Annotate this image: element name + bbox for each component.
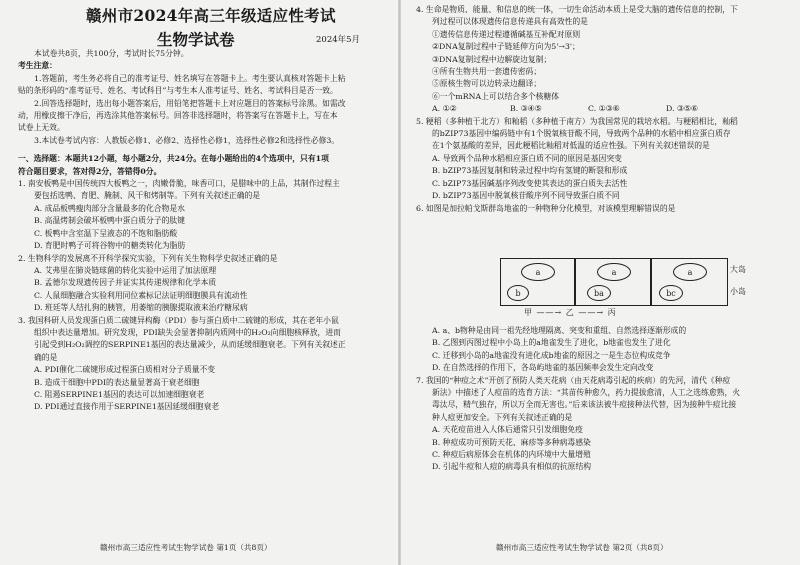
option-c[interactable]: C. bZIP73基因碱基序列改变使其表达的蛋白质失去活性 <box>432 178 628 188</box>
statement-item: ④所有生物共用一套遗传密码； <box>432 67 542 77</box>
small-island-label: 小岛 <box>730 287 746 296</box>
question-5-stem: 的bZIP73基因中编码链中有1个脱氧核苷酸不同，导致两个品种的水稻中相应蛋白质存 <box>432 129 731 139</box>
statement-item: ⑥一个mRNA上可以结合多个核糖体 <box>432 91 560 101</box>
option-b[interactable]: B. 造成干细胞中PDI的表达量显著高于衰老细胞 <box>34 377 200 387</box>
option-b[interactable]: B. 种痘成功可预防天花、麻疹等多种病毒感染 <box>432 437 591 447</box>
option-d[interactable]: D. 育肥时鸭子可将谷物中的糖类转化为脂肪 <box>34 241 186 251</box>
option-d[interactable]: D. 班廷等人结扎狗的胰管，用萎缩的胰腺提取液来治疗糖尿病 <box>34 303 248 313</box>
question-7-stem: 7. 我国的“种痘之术”开创了预防人类天花病（由天花病毒引起的疾病）的先河，清代《种痘 <box>416 375 731 385</box>
option-d[interactable]: D. bZIP73基因中脱氧核苷酸序列不同导致蛋白质不同 <box>432 191 620 201</box>
intro-line: 2.回答选择题时，选出每小题答案后，用铅笔把答题卡上对应题目的答案标号涂黑。如需改 <box>34 98 346 108</box>
option-a[interactable]: A. ①② <box>432 104 457 114</box>
option-c[interactable]: C. 迁移到小岛的a地雀没有进化成b地雀的原因之一是生态位构成竞争 <box>432 350 671 360</box>
statement-item: ②DNA复制过程中子链延伸方向为5'→3'； <box>432 42 580 52</box>
species-oval <box>673 263 707 281</box>
option-d[interactable]: D. 在自然选择的作用下，各岛屿地雀的基因频率会发生定向改变 <box>432 363 654 373</box>
statement-item: ③DNA复制过程中边解旋边复制； <box>432 54 552 64</box>
question-7-stem: 毒汰尽，精气独存，所以万全而无害也。”后来该法被牛痘接种法代替，因为接种牛痘比接 <box>432 400 737 410</box>
question-5-stem: 5. 粳稻（多种植于北方）和籼稻（多种植于南方）为我国常见的栽培水稻。与粳稻相比，籼稻 <box>416 116 738 126</box>
choice-row <box>416 103 796 115</box>
option-b[interactable]: B. 高温烤制会破坏板鸭中蛋白质分子的肽键 <box>34 216 186 226</box>
species-oval <box>659 285 683 301</box>
option-a[interactable]: A. 导致两个品种水稻相应蛋白质不同的原因是基因突变 <box>432 153 622 163</box>
question-3-stem: 组织中表达量增加。研究发现，PDI缺失会显著抑制内质网中的H₂O₂向细胞核释放，进而 <box>34 327 341 337</box>
intro-line: 考生注意： <box>18 61 57 71</box>
species-oval <box>587 285 611 301</box>
stage-axis: 甲 ——→ 乙 ——→ 丙 <box>524 308 617 317</box>
option-c[interactable]: C. 种痘后病原体会在机体的内环境中大量增殖 <box>432 450 591 460</box>
instructions <box>18 48 396 414</box>
option-c[interactable]: C. 人鼠细胞融合实验利用同位素标记法证明细胞膜具有流动性 <box>34 290 248 300</box>
species-label: bc <box>666 288 676 298</box>
option-b[interactable]: B. ③④⑤ <box>510 104 542 114</box>
species-label: a <box>535 267 541 277</box>
exam-date: 2024年5月 <box>316 35 361 45</box>
option-c[interactable]: C. 板鸭中含室温下呈液态的不饱和脂肪酸 <box>34 228 178 238</box>
section-header: 符合题目要求，答对得2分，答错得0分。 <box>18 166 162 176</box>
species-oval <box>507 285 529 301</box>
option-d[interactable]: D. 引起牛痘和人痘的病毒具有相似的抗原结构 <box>432 462 592 472</box>
option-a[interactable]: A. PDI催化二硫键形成过程蛋白质相对分子质量不变 <box>34 365 216 375</box>
question-3-stem: 确的是 <box>34 352 58 362</box>
statement-item: ⑤原核生物可以边转录边翻译； <box>432 79 542 89</box>
exam-subtitle: 生物学试卷 <box>157 30 235 49</box>
option-d[interactable]: D. ③⑤⑥ <box>666 104 698 114</box>
question-2-stem: 2. 生物科学的发展离不开科学探究实验，下列有关生物科学史叙述正确的是 <box>18 253 278 263</box>
species-oval <box>597 263 631 281</box>
page-footer: 赣州市高三适应性考试生物学试卷 第2页（共8页） <box>496 543 668 552</box>
option-b[interactable]: B. bZIP73基因复制和转录过程中均有氢键的断裂和形成 <box>432 166 628 176</box>
page-footer: 赣州市高三适应性考试生物学试卷 第1页（共8页） <box>100 543 272 552</box>
option-b[interactable]: B. 乙图到丙图过程中小岛上的a地雀发生了进化，b地雀也发生了进化 <box>432 338 671 348</box>
island-box-bing <box>650 258 728 306</box>
intro-line: 动，用橡皮擦干净后，再选涂其他答案标号。回答非选择题时，将答案写在答题卡上，写在本 <box>18 111 338 121</box>
question-4-stem: 列过程可以体现遗传信息传递具有高效性的是 <box>432 17 588 27</box>
big-island-label: 大岛 <box>730 265 746 274</box>
question-5-stem: 在1个氨基酸的差异，因此粳稻比籼稻对低温的适应性强。下列有关叙述错误的是 <box>432 141 710 151</box>
intro-line: 贴的条形码的“准考证号、姓名、考试科目”与考生本人准考证号、姓名、考试科目是否一致。 <box>18 86 338 96</box>
question-6-stem: 6. 如图是加拉帕戈斯群岛地雀的一种物种分化模型，对该模型理解错误的是 <box>416 203 676 213</box>
species-label: b <box>515 288 521 298</box>
statement-item: ①遗传信息传递过程遵循碱基互补配对原则 <box>432 29 581 39</box>
island-box-jia <box>500 258 576 306</box>
question-7-stem: 种人痘更加安全。下列有关叙述正确的是 <box>432 412 573 422</box>
option-a[interactable]: A. 艾弗里在肺炎链球菌的转化实验中运用了加法原理 <box>34 265 217 275</box>
intro-line: 试卷上无效。 <box>18 123 65 133</box>
option-b[interactable]: B. 孟德尔发现遗传因子并证实其传递规律和化学本质 <box>34 278 217 288</box>
speciation-figure <box>500 258 746 318</box>
intro-line: 3.本试卷考试内容：人教版必修1、必修2、选择性必修1，选择性必修2和选择性必修3。 <box>34 135 340 145</box>
right-column-top <box>416 4 796 215</box>
species-label: ba <box>594 288 604 298</box>
question-1-stem: 1. 南安板鸭是中国传统四大板鸭之一，肉嫩骨脆，味香可口，是腊味中的上品，其制作过程主 <box>18 179 340 189</box>
island-box-yi <box>574 258 652 306</box>
species-label: a <box>687 267 693 277</box>
option-c[interactable]: C. ①③⑥ <box>588 104 620 114</box>
intro-line: 1.答题前，考生务必将自己的准考证号、姓名填写在答题卡上。考生要认真核对答题卡上粘 <box>34 73 346 83</box>
option-a[interactable]: A. 天花痘苗进入人体后通常只引发细胞免疫 <box>432 425 583 435</box>
option-d[interactable]: D. PDI通过直接作用于SERPINE1基因延缓细胞衰老 <box>34 402 220 412</box>
right-column-bottom <box>416 325 796 474</box>
section-header: 一、选择题：本题共12小题，每小题2分，共24分。在每小题给出的4个选项中，只有1项 <box>18 154 329 164</box>
intro-line: 本试卷共8页，共100分，考试时长75分钟。 <box>34 49 189 58</box>
question-3-stem: 引起受到H₂O₂调控的SERPINE1基因的表达量减少，从而延缓细胞衰老。下列有关叙述正 <box>34 340 346 350</box>
question-4-stem: 4. 生命是物质、能量、和信息的统一体，一切生命活动本质上是受大脑的遗传信息的控制，下 <box>416 5 738 14</box>
exam-title: 赣州市2024年高三年级适应性考试 <box>86 6 336 25</box>
option-a[interactable]: A. 成品板鸭瘦肉部分含量最多的化合物是水 <box>34 203 185 213</box>
right-page <box>400 0 800 565</box>
question-3-stem: 3. 我国科研人员发现蛋白质二硫键异构酶（PDI）参与蛋白质中二硫键的形成，其在老年小鼠 <box>18 315 339 325</box>
species-label: a <box>611 267 617 277</box>
option-c[interactable]: C. 阻遏SERPINE1基因的表达可以加速细胞衰老 <box>34 389 205 399</box>
question-1-stem: 要包括选鸭、育肥、腌制、风干和烤制等。下列有关叙述正确的是 <box>34 191 261 201</box>
species-oval <box>521 263 555 281</box>
option-a[interactable]: A. a、b物种是由同一祖先经地理隔离、突变和重组、自然选择逐渐形成的 <box>432 326 687 335</box>
question-7-stem: 新法》中描述了人痘苗的选育方法：“其苗传种愈久，药力提拔愈清，人工之选练愈熟，火 <box>432 388 741 398</box>
